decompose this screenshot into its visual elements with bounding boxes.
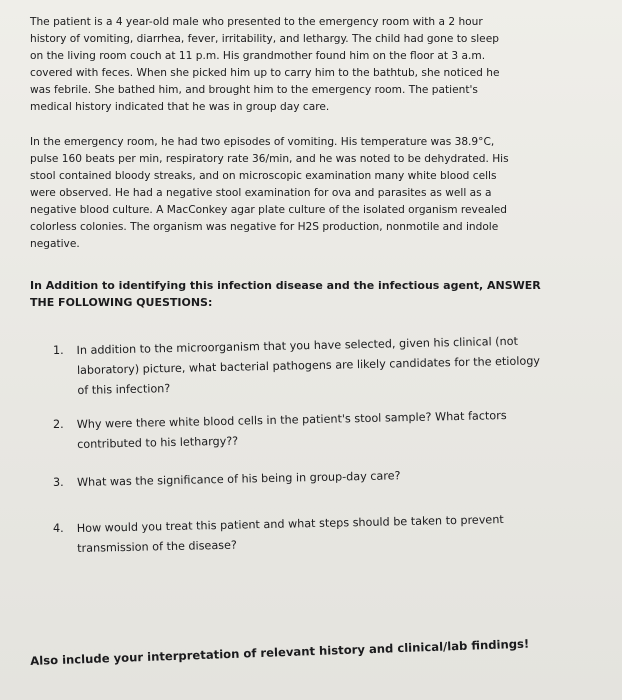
question-line: What was the significance of his being in group-day care? xyxy=(76,469,401,490)
question-line: transmission of the disease? xyxy=(77,538,238,556)
text-line: negative. xyxy=(30,238,80,251)
question-item xyxy=(30,513,606,559)
question-line: In addition to the microorganism that you have selected, given his clinical (not xyxy=(76,334,519,358)
text-line: medical history indicated that he was in group day care. xyxy=(30,101,330,114)
heading-line: THE FOLLOWING QUESTIONS: xyxy=(30,296,213,310)
text-line: stool contained bloody streaks, and on microscopic examination many white blood cells xyxy=(30,169,497,182)
question-number: 3. xyxy=(53,476,64,490)
text-line: negative blood culture. A MacConkey agar plate culture of the isolated organism revealed xyxy=(30,203,508,216)
text-line: was febrile. She bathed him, and brought him to the emergency room. The patient's xyxy=(30,84,478,97)
text-line: on the living room couch at 11 p.m. His grandmother found him on the floor at 3 a.m. xyxy=(30,50,486,63)
text-line: were observed. He had a negative stool examination for ova and parasites as well as a xyxy=(30,186,492,199)
question-line: Why were there white blood cells in the patient's stool sample? What factors xyxy=(76,409,507,432)
text-line: In the emergency room, he had two episodes of vomiting. His temperature was 38.9°C, xyxy=(30,135,495,148)
question-line: How would you treat this patient and what steps should be taken to prevent xyxy=(76,513,504,536)
question-item xyxy=(30,334,606,401)
text-line: history of vomiting, diarrhea, fever, irritability, and lethargy. The child had gone to sleep xyxy=(30,33,499,46)
text-line: covered with feces. When she picked him up to carry him to the bathtub, she noticed he xyxy=(30,67,500,80)
footer-note: Also include your interpretation of relevant history and clinical/lab findings! xyxy=(30,636,530,668)
question-number: 1. xyxy=(53,344,64,358)
heading-line: In Addition to identifying this infection disease and the infectious agent, ANSWER xyxy=(30,279,541,293)
question-item xyxy=(30,469,606,493)
text-line: colorless colonies. The organism was negative for H2S production, nonmotile and indole xyxy=(30,221,499,234)
question-number: 2. xyxy=(53,418,64,432)
text-line: pulse 160 beats per min, respiratory rate 36/min, and he was noted to be dehydrated. His xyxy=(30,152,509,165)
question-line: laboratory) picture, what bacterial pathogens are likely candidates for the etiology xyxy=(76,354,541,378)
question-line: of this infection? xyxy=(77,382,171,398)
question-item xyxy=(30,409,606,455)
patient-history-paragraph xyxy=(30,14,606,117)
text-line: The patient is a 4 year-old male who presented to the emergency room with a 2 hour xyxy=(30,16,483,28)
question-line: contributed to his lethargy?? xyxy=(77,434,239,452)
question-number: 4. xyxy=(53,522,64,536)
instructions-heading xyxy=(30,277,606,311)
emergency-room-paragraph xyxy=(30,134,606,254)
question-list xyxy=(30,334,606,559)
